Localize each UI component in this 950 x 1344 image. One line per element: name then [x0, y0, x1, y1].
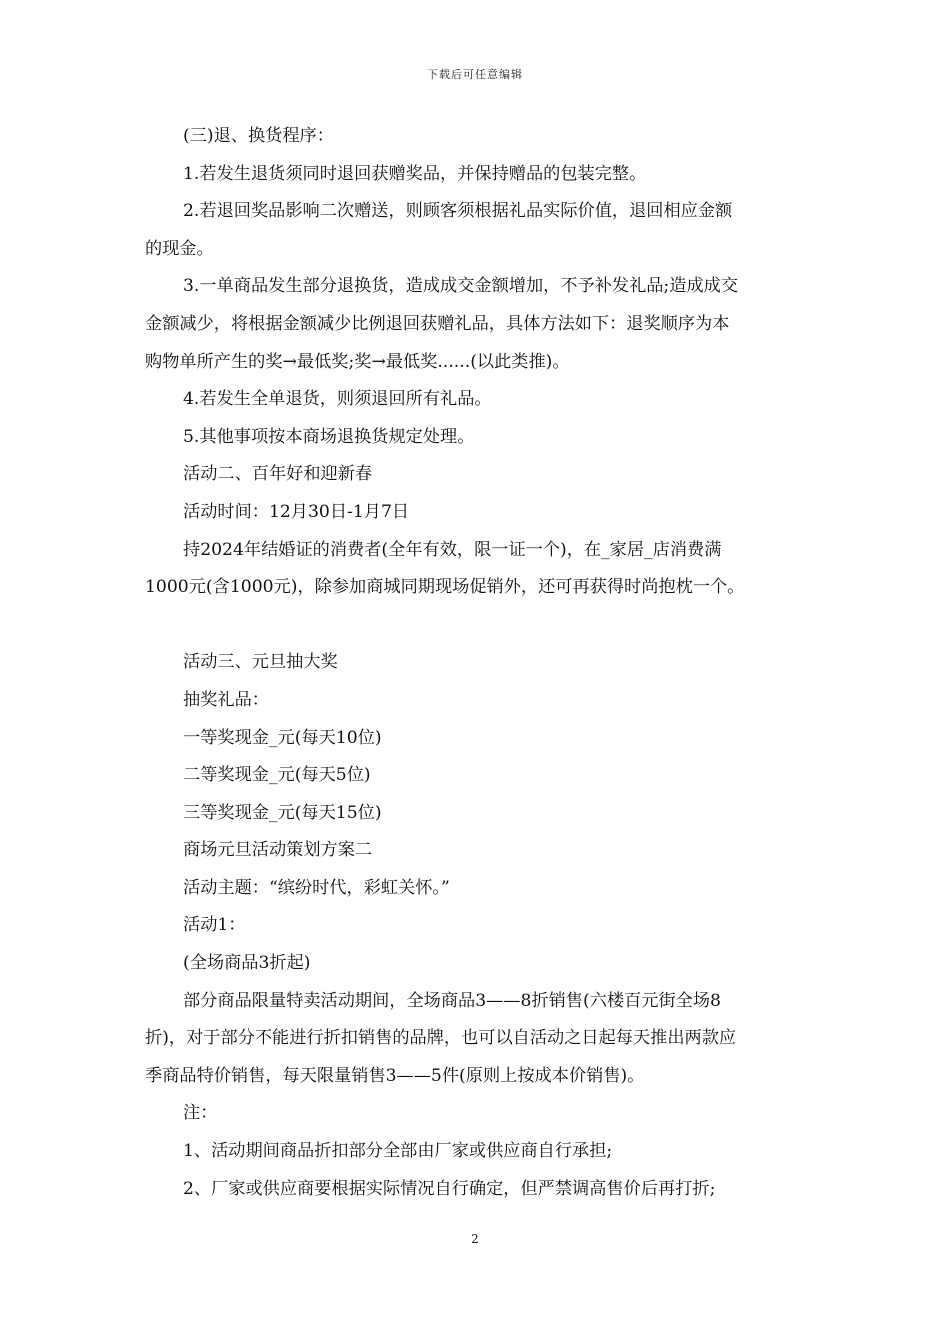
paragraph-line: 的现金。: [145, 238, 214, 259]
section-heading-plan-two: 商场元旦活动策划方案二: [183, 840, 373, 861]
paragraph-line: 1000元(含1000元)，除参加商城同期现场促销外，还可再获得时尚抱枕一个。: [145, 577, 745, 598]
paragraph-line: 部分商品限量特卖活动期间，全场商品3——8折销售(六楼百元街全场8: [183, 990, 721, 1011]
paragraph-line: 季商品特价销售，每天限量销售3——5件(原则上按成本价销售)。: [145, 1065, 645, 1086]
paragraph-line: 1.若发生退货须同时退回获赠奖品，并保持赠品的包装完整。: [183, 163, 647, 184]
section-heading-return-procedure: (三)退、换货程序：: [183, 126, 334, 146]
paragraph-line: 购物单所产生的奖→最低奖;奖→最低奖......(以此类推)。: [145, 351, 570, 372]
paragraph-line: 5.其他事项按本商场退换货规定处理。: [183, 426, 475, 447]
note-item: 2、厂家或供应商要根据实际情况自行确定，但严禁调高售价后再打折;: [183, 1178, 716, 1199]
prize-item: 三等奖现金_元(每天15位): [183, 802, 382, 823]
section-heading-activity-three: 活动三、元旦抽大奖: [183, 652, 338, 673]
paragraph-line: (全场商品3折起): [183, 953, 311, 974]
note-label: 注：: [183, 1103, 218, 1124]
blank-line: [145, 607, 813, 645]
page-header: 下载后可任意编辑: [427, 68, 523, 81]
prize-item: 一等奖现金_元(每天10位): [183, 727, 382, 748]
page-number: 2: [471, 1232, 479, 1246]
section-heading-activity-two: 活动二、百年好和迎新春: [183, 464, 373, 485]
paragraph-line: 3.一单商品发生部分退换货，造成成交金额增加，不予补发礼品;造成成交: [183, 276, 739, 297]
paragraph-line: 4.若发生全单退货，则须退回所有礼品。: [183, 389, 492, 410]
document-body: [145, 118, 813, 1208]
paragraph-line: 折)，对于部分不能进行折扣销售的品牌，也可以自活动之日起每天推出两款应: [145, 1028, 737, 1049]
paragraph-line: 2.若退回奖品影响二次赠送，则顾客须根据礼品实际价值，退回相应金额: [183, 201, 733, 222]
activity-theme: 活动主题：“缤纷时代，彩虹关怀。”: [183, 877, 450, 898]
paragraph-line: 金额减少，将根据金额减少比例退回获赠礼品，具体方法如下：退奖顺序为本: [145, 313, 730, 334]
paragraph-line: 持2024年结婚证的消费者(全年有效，限一证一个)，在_家居_店消费满: [183, 539, 722, 560]
prize-item: 二等奖现金_元(每天5位): [183, 765, 371, 786]
activity-time: 活动时间：12月30日-1月7日: [183, 501, 410, 522]
activity-label: 活动1：: [183, 915, 246, 936]
paragraph-line: 抽奖礼品：: [183, 689, 269, 710]
note-item: 1、活动期间商品折扣部分全部由厂家或供应商自行承担;: [183, 1141, 613, 1162]
